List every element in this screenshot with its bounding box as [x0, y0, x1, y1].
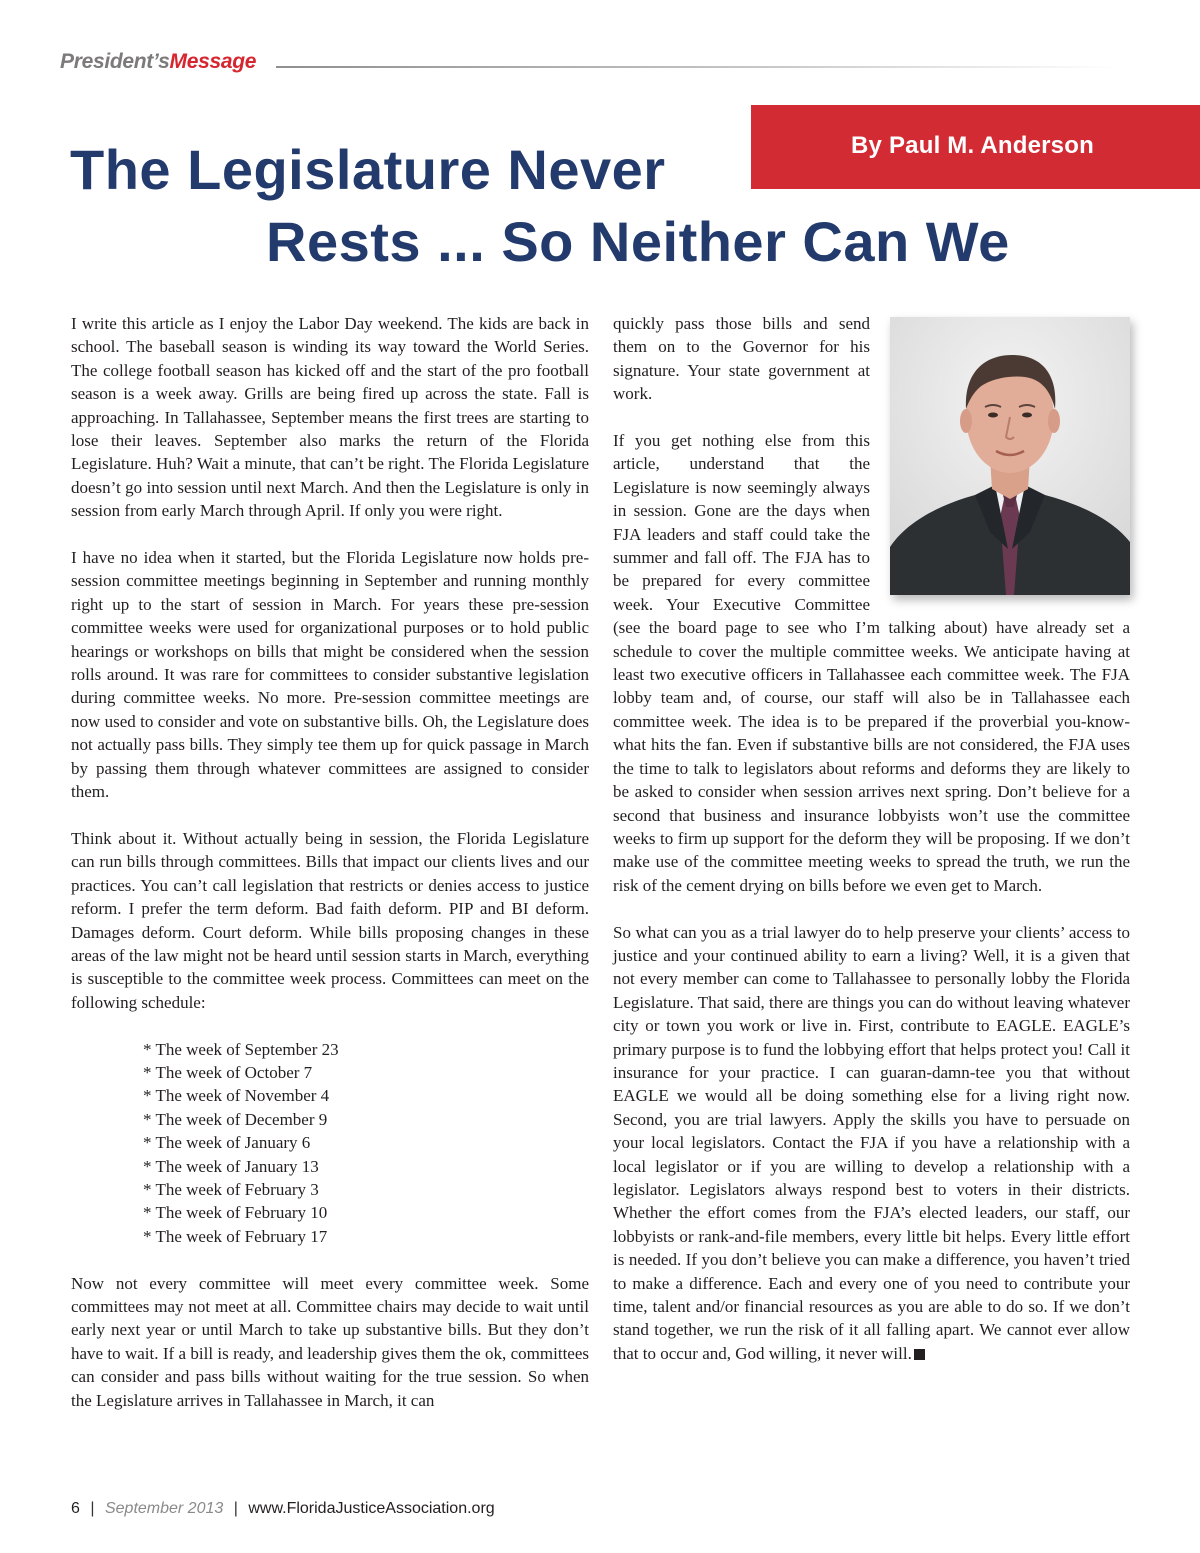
schedule-item: * The week of February 10 [143, 1203, 328, 1223]
schedule-item: * The week of September 23 [143, 1039, 339, 1059]
right-column [613, 312, 1130, 1389]
section-label-message: Message [169, 50, 257, 73]
author-photo [890, 317, 1130, 595]
paragraph: Now not every committee will meet every committee week. Some committees may not meet at all. Committee chairs may decide to wait until early next year or until March to take up substantive bills. But they don’t have to wait. If a bill is ready, and leadership gives them the ok, committees can consider and pass bills without waiting for the true session. So when the Legislature arrives in Tallahassee in March, it can [71, 1273, 589, 1410]
schedule-item: * The week of December 9 [143, 1109, 328, 1129]
website-link[interactable]: www.FloridaJusticeAssociation.org [248, 1500, 495, 1517]
paragraph: Think about it. Without actually being in session, the Florida Legislature can run bills through committees. Bills that impact our clients lives and our practices. You can’t call legislation that restricts or denies access to justice reform. I prefer the term deform. Bad faith deform. PIP and BI deform. Damages deform. Court deform. While bills proposing changes in these areas of the law might not be heard until session starts in March, everything is susceptible to the committee week process. Committees can meet on the following schedule: [71, 828, 589, 1012]
schedule-item: * The week of November 4 [143, 1086, 330, 1106]
schedule-item: * The week of January 6 [143, 1133, 311, 1153]
section-divider [276, 66, 1116, 68]
footer-separator: | [233, 1500, 238, 1517]
paragraph: I have no idea when it started, but the Florida Legislature now holds pre-session committee meetings beginning in September and running monthly right up to the start of session in March. For years these pre-session committee weeks were used for organizational purposes or to hold public hearings or workshops on bills that might be considered when the session rolls around. It was rare for committees to consider substantive legislation during committee weeks. No more. Pre-session committee meetings are now used to consider and vote on substantive bills. Oh, the Legislature does not actually pass bills. They simply tee them up for quick passage in March by passing them through whatever committees are assigned to consider them. [71, 548, 589, 802]
byline-banner [751, 105, 1200, 189]
title-line-1: The Legislature Never [70, 138, 666, 201]
schedule-item: * The week of October 7 [143, 1062, 313, 1082]
paragraph-text: So what can you as a trial lawyer do to help preserve your clients’ access to justice and your continued ability to earn a living? Well, it is a given that not every member can come to Tallahassee to personally lobby the Florida Legislature. That said, there are things you can do without leaving whatever city or town you work or live in. First, contribute to EAGLE. EAGLE’s primary purpose is to fund the lobbying effort that helps protect you! Call it insurance for your practice. I can guaran-damn-tee you that without EAGLE we would all be doing something else for a living right now. Second, you are trial lawyers. Apply the skills you have to persuade on your local legislators. Contact the FJA if you have a relationship with a local legislator or if you are willing to develop a relationship with a legislator. Legislators always respond best to voters in their districts. Whether the effort comes from the FJA’s elected leaders, our staff, our lobbyists or rank-and-file members, every little bit helps. Every little effort is needed. If you don’t believe you can make a difference, you haven’t tried to make a difference. Each and every one of you need to contribute your time, talent and/or financial resources as you are able to do so. If we don’t stand together, we run the risk of it all falling apart. We cannot ever allow that to occur and, God willing, it never will. [613, 922, 1130, 1363]
page-number: 6 [71, 1500, 80, 1517]
paragraph: quickly pass those bills and send them on to the Governor for his signature. Your state government at work. [613, 314, 870, 404]
section-label-presidents: President’s [60, 50, 170, 73]
committee-schedule [143, 1038, 589, 1249]
end-of-article-icon [914, 1349, 925, 1360]
issue-date: September 2013 [104, 1500, 224, 1517]
schedule-item: * The week of February 3 [143, 1179, 319, 1199]
schedule-item: * The week of February 17 [143, 1226, 328, 1246]
paragraph: I write this article as I enjoy the Labor Day weekend. The kids are back in school. The baseball season is winding its way toward the World Series. The college football season has kicked off and the start of the pro football season is a week away. Grills are being fired up across the state. Fall is approaching. In Tallahassee, September means the first trees are starting to lose their leaves. September also marks the return of the Florida Legislature. Huh? Wait a minute, that can’t be right. The Florida Legislature doesn’t go into session until next March. And then the Legislature is only in session from early March through April. If only you were right. [71, 314, 589, 521]
section-label [60, 50, 256, 74]
paragraph: If you get nothing else from this article, understand that the Legislature is now seemingly always in session. Gone are the days when FJA leaders and staff could take the summer and fall off. The FJA has to be prepared for every committee week. Your Executive Committee (see the board page to see who I’m talking about) have already set a schedule to cover the multiple committee weeks. We anticipate having at least two executive officers in Tallahassee each committee week. The FJA lobby team and, of course, our staff will also be in Tallahassee each committee week. The idea is to be prepared if the proverbial you-know-what hits the fan. Even if substantive bills are not considered, the FJA uses the time to talk to legislators about reforms and deforms they are likely to be asked to consider when session arrives next spring. Don’t believe for a second that business and insurance lobbyists won’t use the committee weeks to firm up support for the deform they will be proposing. If we don’t make use of the committee meeting weeks to spread the truth, we run the risk of the cement drying on bills before we even get to March. [613, 431, 1130, 895]
byline: By Paul M. Anderson [851, 132, 1094, 159]
paragraph [613, 921, 1130, 1366]
footer-separator: | [90, 1500, 95, 1517]
page-footer [71, 1500, 495, 1518]
left-column [71, 312, 589, 1435]
author-portrait-image [890, 317, 1130, 595]
title-line-2: Rests ... So Neither Can We [266, 210, 1010, 273]
schedule-item: * The week of January 13 [143, 1156, 319, 1176]
